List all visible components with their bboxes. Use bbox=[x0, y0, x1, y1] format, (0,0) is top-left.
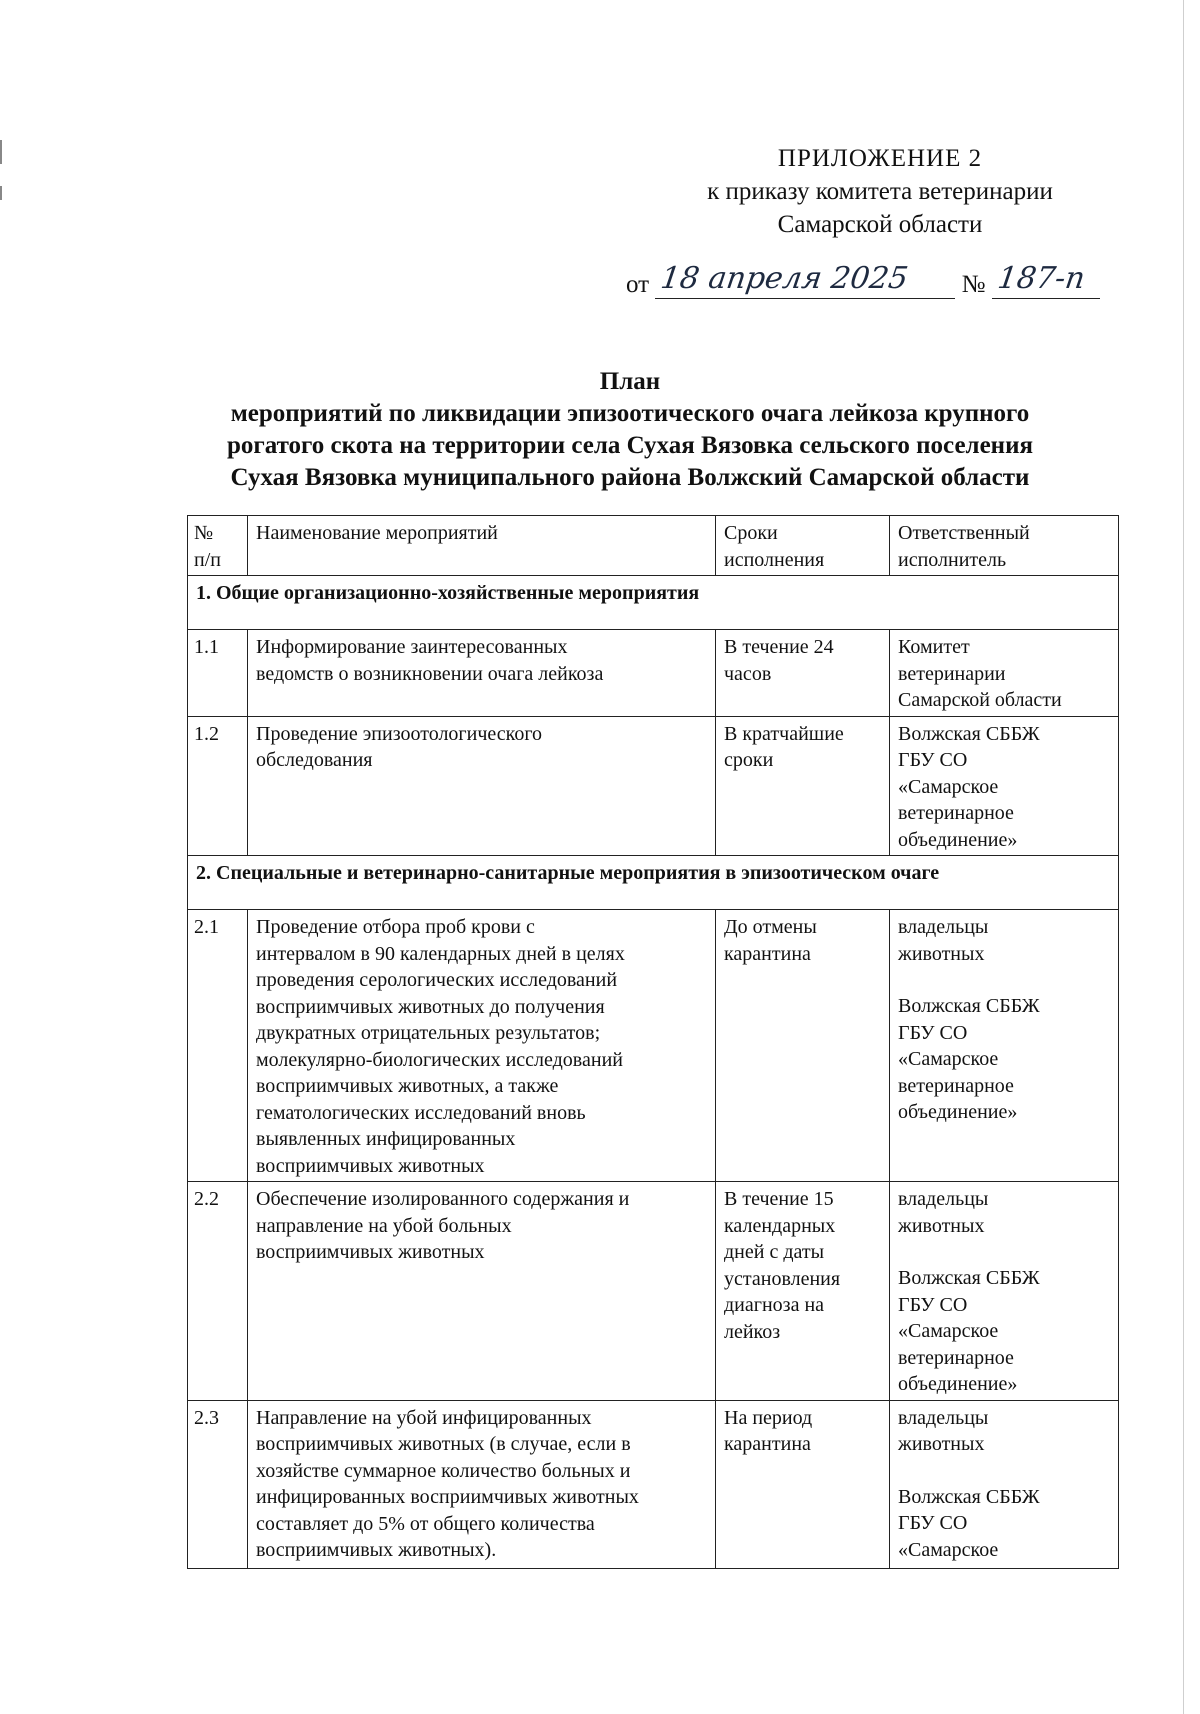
page-edge bbox=[1183, 0, 1184, 1714]
header-cell-number: № п/п bbox=[188, 516, 248, 576]
section-row bbox=[188, 576, 1119, 630]
appendix-block bbox=[600, 142, 1160, 241]
row-term: До отмены карантина bbox=[716, 910, 890, 1182]
table-row bbox=[188, 630, 1119, 717]
order-from-label: от bbox=[626, 271, 650, 298]
order-date-handwritten: 18 апреля 2025 bbox=[658, 261, 911, 296]
appendix-line: к приказу комитета ветеринарии bbox=[707, 178, 1053, 205]
scan-artifact bbox=[0, 140, 2, 164]
order-number-field bbox=[992, 261, 1100, 299]
plan-heading: План bbox=[599, 368, 661, 395]
row-measure: Информирование заинтересованных ведомств о возникновении очага лейкоза bbox=[248, 630, 716, 717]
row-number: 1.2 bbox=[188, 716, 248, 856]
table-header-row bbox=[188, 516, 1119, 576]
row-term: На период карантина bbox=[716, 1400, 890, 1568]
row-number: 2.3 bbox=[188, 1400, 248, 1568]
row-measure: Проведение эпизоотологического обследования bbox=[248, 716, 716, 856]
plan-subtitle: Сухая Вязовка муниципального района Волжский Самарской области bbox=[230, 464, 1030, 491]
row-responsible: владельцы животных Волжская СББЖ ГБУ СО «Самарское ветеринарное объединение» bbox=[890, 1182, 1119, 1401]
order-number-label: № bbox=[961, 271, 986, 298]
plan-subtitle: рогатого скота на территории села Сухая Вязовка сельского поселения bbox=[226, 432, 1034, 459]
section-title: 1. Общие организационно-хозяйственные мероприятия bbox=[188, 576, 1119, 630]
section-title: 2. Специальные и ветеринарно-санитарные мероприятия в эпизоотическом очаге bbox=[188, 856, 1119, 910]
header-cell-responsible: Ответственный исполнитель bbox=[890, 516, 1119, 576]
spacer bbox=[898, 1239, 1110, 1265]
row-term: В кратчайшие сроки bbox=[716, 716, 890, 856]
spacer bbox=[898, 967, 1110, 993]
table-row bbox=[188, 1400, 1119, 1568]
row-measure: Обеспечение изолированного содержания и направление на убой больных восприимчивых животных bbox=[248, 1182, 716, 1401]
spacer bbox=[898, 1458, 1110, 1484]
row-number: 2.2 bbox=[188, 1182, 248, 1401]
row-number: 2.1 bbox=[188, 910, 248, 1182]
row-term: В течение 24 часов bbox=[716, 630, 890, 717]
section-row bbox=[188, 856, 1119, 910]
plan-title bbox=[150, 366, 1110, 494]
header-cell-name: Наименование мероприятий bbox=[248, 516, 716, 576]
scan-artifact bbox=[0, 186, 2, 200]
table-row bbox=[188, 716, 1119, 856]
row-number: 1.1 bbox=[188, 630, 248, 717]
row-responsible: владельцы животных Волжская СББЖ ГБУ СО «Самарское bbox=[890, 1400, 1119, 1568]
row-responsible: Волжская СББЖ ГБУ СО «Самарское ветеринарное объединение» bbox=[890, 716, 1119, 856]
row-term: В течение 15 календарных дней с даты установления диагноза на лейкоз bbox=[716, 1182, 890, 1401]
appendix-title: ПРИЛОЖЕНИЕ 2 bbox=[777, 145, 983, 172]
order-reference bbox=[626, 261, 1100, 299]
header-cell-term: Сроки исполнения bbox=[716, 516, 890, 576]
row-responsible: Комитет ветеринарии Самарской области bbox=[890, 630, 1119, 717]
table-row bbox=[188, 910, 1119, 1182]
table-row bbox=[188, 1182, 1119, 1401]
order-number-handwritten: 187-п bbox=[995, 261, 1087, 296]
measures-table bbox=[187, 515, 1119, 1569]
row-measure: Проведение отбора проб крови с интервалом в 90 календарных дней в целях проведения серологических исследований восприимчивых животных до получения двукратных отрицательных результатов; молекулярно-биологических исследований восприимчивых животных, а также гематологических исследований вновь выявленных инфицированных восприимчивых животных bbox=[248, 910, 716, 1182]
plan-subtitle: мероприятий по ликвидации эпизоотического очага лейкоза крупного bbox=[230, 400, 1030, 427]
row-measure: Направление на убой инфицированных восприимчивых животных (в случае, если в хозяйстве суммарное количество больных и инфицированных восприимчивых животных составляет до 5% от общего количества восприимчивых животных). bbox=[248, 1400, 716, 1568]
order-date-field bbox=[655, 261, 955, 299]
appendix-line: Самарской области bbox=[777, 211, 983, 238]
row-responsible: владельцы животных Волжская СББЖ ГБУ СО «Самарское ветеринарное объединение» bbox=[890, 910, 1119, 1182]
